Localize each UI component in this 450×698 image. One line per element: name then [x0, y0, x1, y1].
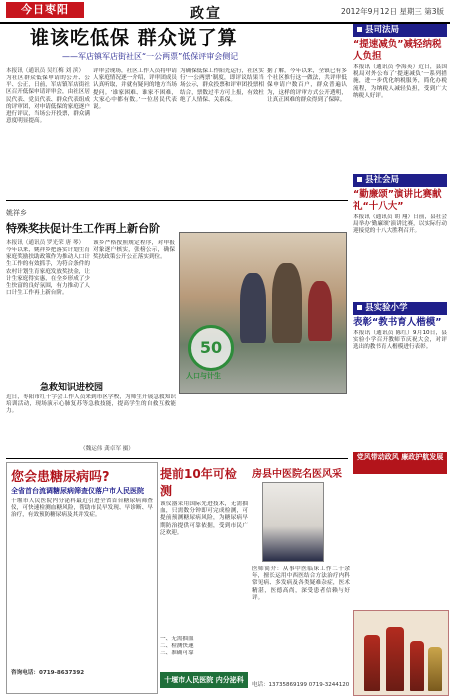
lead-text-1: 为社区群众低保申请的公开、公平、公正，日前，军店镇军店街社区召开低保申请评审会，由社区居民代表、党员代表、群众代表组成的评审团，对申请低保的家庭逐户进行评议，当场公开投票，群众满意度明显提高。 [6, 75, 90, 125]
health-contact: 咨询电话：0719-8637392 [11, 670, 85, 676]
sidebar-section-header: 县司法局 [353, 24, 447, 37]
lead-column-2 [93, 68, 177, 196]
checkup-text: 该仪器采用国际先进技术，无需抽血，只需数分钟即可完成检测，可提前预测糖尿病风险，为糖尿病早期防治提供可靠依据，受到市民广泛欢迎。 [160, 501, 248, 536]
lead-text-4: 据了解，今年以来，全镇已有多个社区推行这一做法，共评审低保申请户数百户，群众普遍认为，这样的评审方式公开透明，让真正困难的群众得到了保障。 [267, 68, 347, 103]
issue-date: 2012年9月12日 星期三 第3版 [341, 7, 444, 16]
doctor-phone: 电话：13735869199 0719-3244120 [252, 682, 350, 688]
checkup-bullet: 一、无需抽血 [160, 636, 194, 642]
checkup-headline: 提前10年可检测 [160, 467, 237, 498]
doctor-text: 医师简介：从事中医临床工作二十余年，擅长运用中西医结合方法治疗内科常见病、多发病及各类疑难杂症，医术精湛，医德高尚，深受患者信赖与好评。 [252, 566, 350, 601]
feature-column-2 [93, 240, 175, 352]
bottle-icon [428, 647, 442, 691]
divider-line [6, 458, 348, 459]
masthead [0, 0, 450, 24]
lead-column-1 [6, 68, 90, 196]
population-logo-caption: 人口与计生 [186, 372, 221, 380]
checkup-ad-box [160, 462, 248, 692]
school-headline: 急救知识进校园 [40, 383, 104, 393]
lead-subheadline: ——军店镇军店街社区“一公两票”低保评审会侧记 [62, 52, 239, 61]
feature-byline: 本报讯（通讯员 罗光荣 唐 琴） [6, 240, 85, 246]
population-logo-icon: 50 [188, 325, 234, 371]
doctor-side-text [326, 484, 350, 562]
square-bullet-icon [357, 305, 362, 310]
family-planning-photo [179, 232, 347, 394]
feature-headline: 特殊奖扶促计生工作再上新台阶 [6, 222, 160, 235]
sidebar-headline: 表彰“教书育人楷模” [353, 317, 442, 328]
lead-column-3 [180, 68, 264, 196]
sidebar-section-header: 县实验小学 [353, 302, 447, 315]
sidebar-headline: “勤廉颂”演讲比赛献礼“十八大” [353, 189, 442, 212]
school-text: 近日，枣阳市红十字会工作人员来到市区学校，为师生开展急救知识培训活动，现场演示心肺复苏等急救技能，提高学生的自救互救能力。 [6, 394, 176, 415]
right-sidebar [353, 24, 447, 410]
bottle-icon [410, 641, 424, 691]
doctor-headline: 房县中医院名医风采 [252, 469, 342, 480]
health-subheadline: 全省首台流调糖尿病筛查仪落户市人民医院 [11, 487, 144, 495]
square-bullet-icon [357, 27, 362, 32]
health-headline: 您会患糖尿病吗? [11, 470, 110, 485]
feature-column-1 [6, 240, 90, 349]
photo-person [272, 263, 302, 343]
slogan-banner: 党风带动政风 廉政护航发展 [353, 452, 447, 474]
sidebar-text: 本报讯（通讯员 陈红）9月10日，县实验小学召开教师节庆祝大会，对评选出的教书育人楷模进行表彰。 [353, 330, 447, 351]
checkup-bullet: 三、准确可靠 [160, 650, 194, 657]
sidebar-headline: “提速减负”减轻纳税人负担 [353, 39, 442, 62]
hospital-banner: 十堰市人民医院 内分泌科 [160, 672, 248, 688]
feature-text-2: 该乡严格按照规定程序，对申报对象逐户核实，张榜公示，确保奖扶政策公开公正落实到位。 [93, 240, 175, 261]
photo-person [308, 281, 332, 341]
feature-kicker: 姚祥乡 [6, 209, 27, 217]
lead-text-2: 评审会现场，社区工作人员将申请人家庭情况逐一介绍，评审团成员认真听取，并就有疑问的地方当场提问。‘谁家困难、谁家不困难，大家心中都有数。’一位居民代表说。 [93, 68, 177, 111]
feature-text-1: 今年以来，姚祥乡把落实计划生育家庭奖励扶助政策作为推动人口计生工作的有效抓手，为符合条件的农村计划生育家庭发放奖扶金，让计生家庭得实惠，在全乡形成了少生快富的良好氛围，有力推动了人口计生工作再上新台阶。 [6, 247, 90, 297]
health-ad-box [6, 462, 158, 694]
sidebar-text: 本报讯（通讯员 胡 翔）日前，县社会局举办‘勤廉颂’演讲比赛，以实际行动迎接党的十八大胜利召开。 [353, 214, 447, 235]
section-title: 政宣 [190, 6, 222, 22]
bottle-icon [386, 627, 404, 691]
lead-text-3: 为确保低保工作阳光运行，社区实行‘一公两票’制度，即评议结果当场公示，群众投票和评审团投票相结合，票数过半方可上报，有效杜绝了人情保、关系保。 [180, 68, 264, 103]
photo-person [240, 273, 266, 343]
photo-credit: （魏运伟 龚卓军 摄） [80, 446, 134, 452]
lead-headline: 谁该吃低保 群众说了算 [30, 27, 238, 49]
product-ad [353, 610, 449, 696]
lead-byline: 本报讯（通讯员 吴红梅 刘 滨） [6, 68, 85, 74]
sidebar-text: 本报讯（通讯员 李海英）近日，县国税局对外公布了‘提速减负’一系列措施，进一步优化纳税服务，简化办税流程，为纳税人减轻负担，受到广大纳税人好评。 [353, 64, 447, 99]
divider-line [6, 200, 348, 201]
square-bullet-icon [357, 177, 362, 182]
sidebar-section-header: 县社会局 [353, 174, 447, 187]
lead-column-4 [267, 68, 347, 196]
health-text: 十堰市人民医院内分泌科最近引进全省首台糖尿病筛查仪，可快速检测血糖风险，帮助市民早发现、早诊断、早治疗，有效预防糖尿病及其并发症。 [11, 498, 153, 519]
newspaper-logo: 今日枣阳 [6, 2, 84, 18]
checkup-bullet: 二、检测快速 [160, 643, 194, 650]
bottle-icon [364, 635, 380, 691]
doctor-portrait [262, 482, 324, 562]
